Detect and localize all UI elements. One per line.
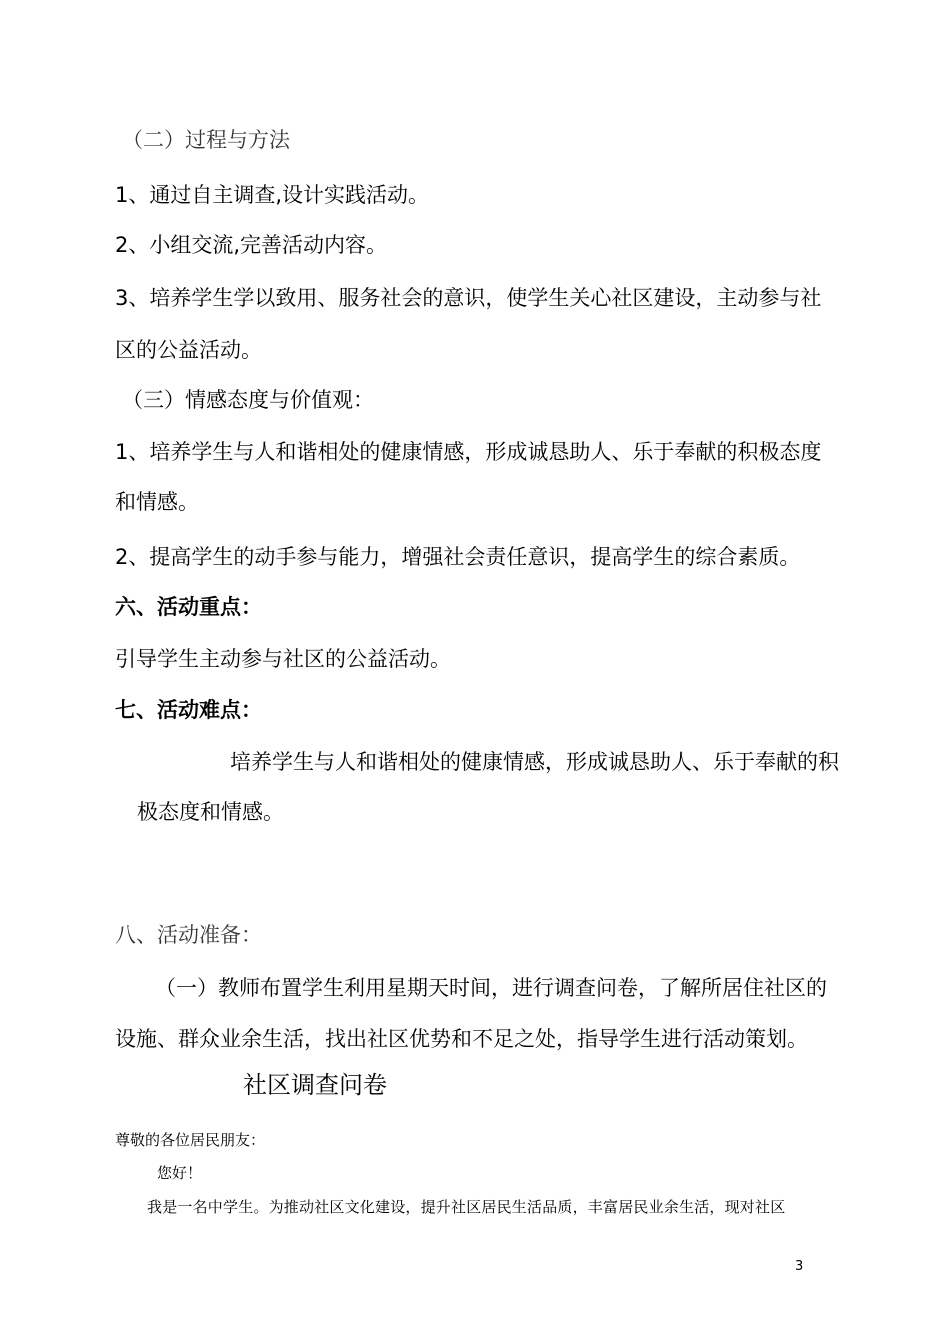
section-heading-emotion-values: （三）情感态度与价值观： xyxy=(122,388,374,412)
survey-title: 社区调查问卷 xyxy=(243,1071,387,1099)
paragraph: 2、提高学生的动手参与能力，增强社会责任意识，提高学生的综合素质。 xyxy=(115,545,801,569)
paragraph: 1、通过自主调查,设计实践活动。 xyxy=(115,183,430,207)
paragraph: 极态度和情感。 xyxy=(137,800,284,824)
paragraph: 培养学生与人和谐相处的健康情感，形成诚恳助人、乐于奉献的积 xyxy=(230,750,839,774)
paragraph: 和情感。 xyxy=(115,490,199,514)
section-heading-process-method: （二）过程与方法 xyxy=(122,128,290,152)
section-heading-key-points: 六、活动重点： xyxy=(115,595,262,619)
survey-greeting: 您好！ xyxy=(157,1164,203,1182)
section-heading-preparation: 八、活动准备： xyxy=(115,923,262,947)
page-number: 3 xyxy=(795,1259,804,1274)
paragraph: 设施、群众业余生活，找出社区优势和不足之处，指导学生进行活动策划。 xyxy=(115,1027,808,1051)
paragraph: 区的公益活动。 xyxy=(115,338,262,362)
survey-intro: 我是一名中学生。为推动社区文化建设，提升社区居民生活品质，丰富居民业余生活，现对社区 xyxy=(147,1198,786,1216)
paragraph: 1、培养学生与人和谐相处的健康情感，形成诚恳助人、乐于奉献的积极态度 xyxy=(115,440,822,464)
section-heading-difficulties: 七、活动难点： xyxy=(115,698,262,722)
paragraph: 3、培养学生学以致用、服务社会的意识，使学生关心社区建设，主动参与社 xyxy=(115,286,822,310)
paragraph: 2、小组交流,完善活动内容。 xyxy=(115,233,388,257)
paragraph: 引导学生主动参与社区的公益活动。 xyxy=(115,647,451,671)
paragraph: （一）教师布置学生利用星期天时间，进行调查问卷，了解所居住社区的 xyxy=(155,976,827,1000)
survey-salutation: 尊敬的各位居民朋友： xyxy=(115,1131,266,1149)
